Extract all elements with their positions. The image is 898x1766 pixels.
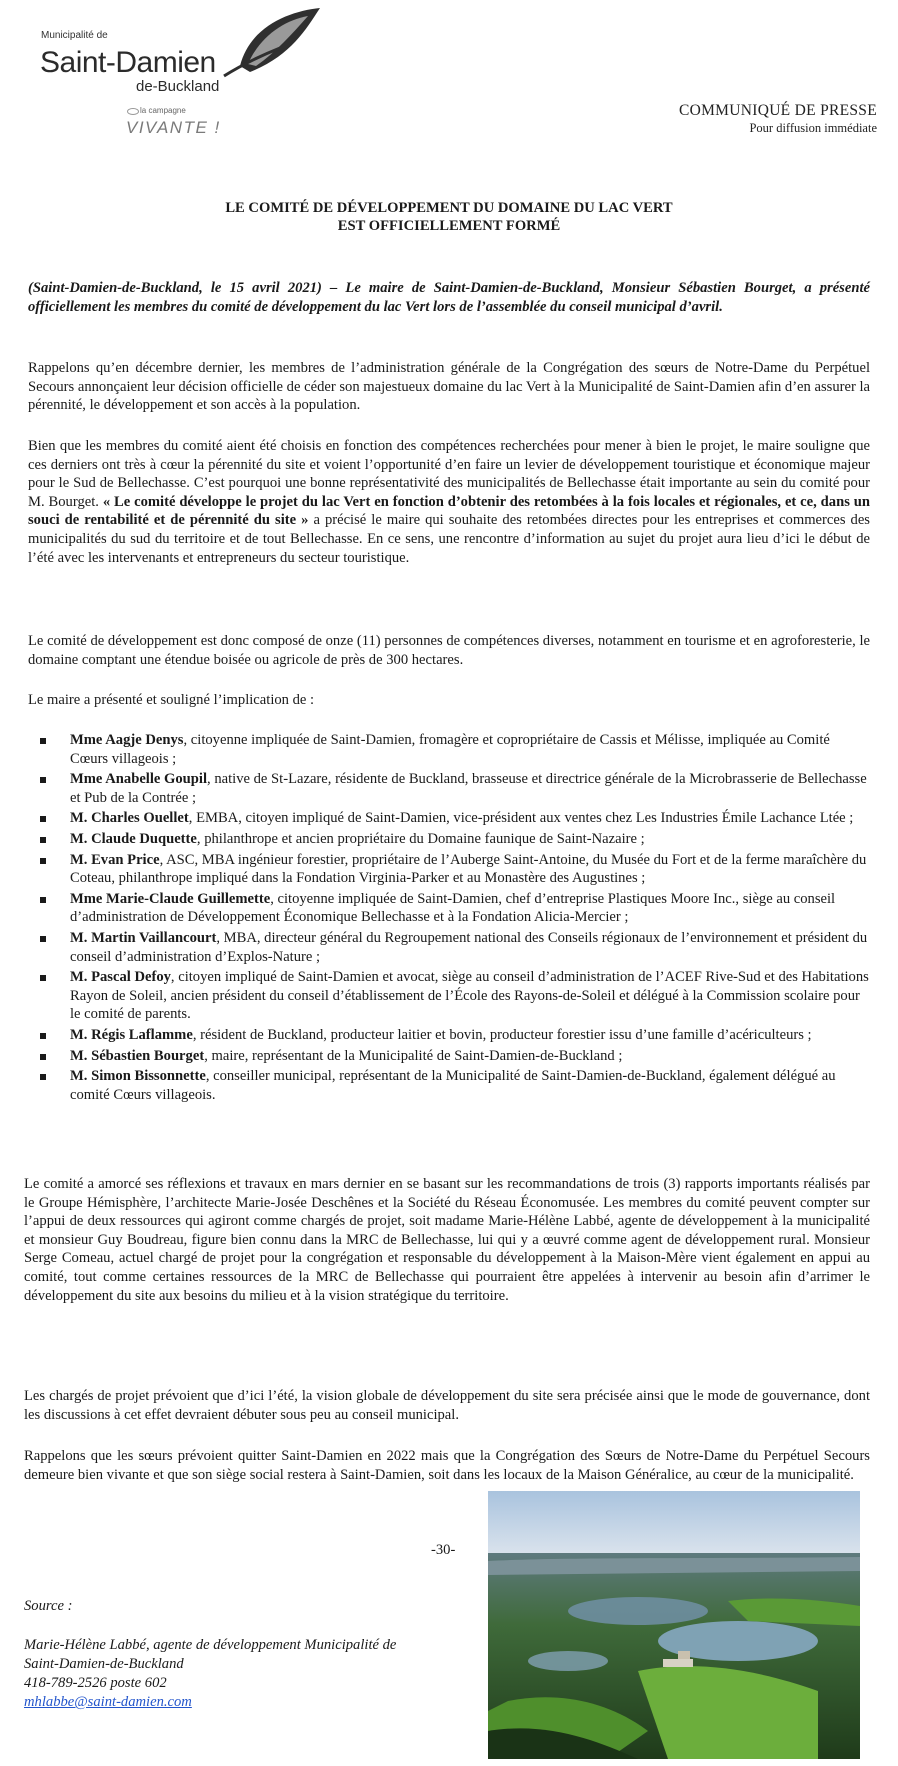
end-marker: -30- xyxy=(431,1542,456,1558)
list-item xyxy=(28,890,870,927)
member-desc: , conseiller municipal, représentant de la Municipalité de Saint-Damien-de-Buckland, également délégué au comité Cœurs villageois. xyxy=(70,1068,836,1103)
member-desc: , citoyenne impliquée de Saint-Damien, chef d’entreprise Plastiques Moore Inc., siège au conseil d’administration de Développement Économique Bellechasse et à la Fondation Alicia-Mercier ; xyxy=(70,890,836,926)
list-item xyxy=(28,830,870,849)
aerial-photo xyxy=(488,1491,860,1759)
paragraph-intro-list: Le maire a présenté et souligné l’implication de : xyxy=(28,692,315,708)
member-desc: , maire, représentant de la Municipalité de Saint-Damien-de-Buckland ; xyxy=(204,1047,623,1064)
bullet-icon xyxy=(40,816,46,822)
document-title xyxy=(0,199,898,235)
municipality-logo xyxy=(40,6,290,136)
member-name: M. Simon Bissonnette xyxy=(70,1068,206,1085)
member-desc: , ASC, MBA ingénieur forestier, propriétaire de l’Auberge Saint-Antoine, du Musée du Fort et de la ferme maraîchère du Coteau, philanthrope impliqué dans la Fondation Virginia-Parker et au Monastère des Augustines ; xyxy=(70,851,867,887)
paragraph-text-2: a précisé le maire qui souhaite des retombées directes pour les entreprises et commerces des municipalités du sud du territoire et de tout Bellechasse. En ce sens, une rencontre d’information au sujet du projet aura lieu d’ici le début de l’été avec les intervenants et entrepreneurs du secteur touristique. xyxy=(28,512,870,566)
leaf-logo-icon xyxy=(220,6,324,78)
source-line-2: Saint-Damien-de-Buckland xyxy=(24,1656,184,1672)
member-desc: , citoyen impliqué de Saint-Damien et avocat, siège au conseil d’administration de l’ACEF Rive-Sud et des Habitations Rayon de Soleil, ancien président du conseil d’établissement de l’École des Rayons-de-Soleil et délégué à la Commission scolaire pour le comité de parents. xyxy=(70,969,869,1023)
list-item xyxy=(28,731,870,768)
member-name: M. Régis Laflamme xyxy=(70,1026,193,1043)
member-name: M. Martin Vaillancourt xyxy=(70,929,217,946)
paragraph-text-1: Bien que les membres du comité aient été choisis en fonction des compétences recherchées pour mener à bien le projet, le maire souligne que ces derniers ont très à cœur la pérennité du site et voient l’opportunité d’en faire un levier de développement touristique et économique majeur pour le Sud de Bellechasse. C’est pourquoi une bonne représentativité des municipalités de Bellechasse était importante au sein du comité pour M. Bourget. xyxy=(28,438,870,510)
logo-municipality-prefix: Municipalité de xyxy=(41,30,108,41)
mayor-quote: « Le comité développe le projet du lac Vert en fonction d’obtenir des retombées à la fois locales et régionales, et ce, dans un souci de rentabilité et de pérennité du site » xyxy=(28,493,871,529)
paragraph-sisters: Rappelons que les sœurs prévoient quitter Saint-Damien en 2022 mais que la Congrégation des Sœurs de Notre-Dame du Perpétuel Secours demeure bien vivante et que son siège social restera à Saint-Damien, soit dans les locaux de la Maison Généralice, au cœur de la municipalité. xyxy=(24,1448,870,1483)
list-item xyxy=(28,1047,870,1066)
list-item xyxy=(28,929,870,966)
list-item xyxy=(28,1067,870,1104)
member-name: M. Sébastien Bourget xyxy=(70,1047,205,1064)
title-line-2: EST OFFICIELLEMENT FORMÉ xyxy=(337,218,561,234)
list-item xyxy=(28,851,870,888)
member-name: M. Charles Ouellet xyxy=(70,810,189,827)
bullet-icon xyxy=(40,1033,46,1039)
press-label: COMMUNIQUÉ DE PRESSE xyxy=(678,102,877,119)
paragraph-reflections: Le comité a amorcé ses réflexions et travaux en mars dernier en se basant sur les recommandations de trois (3) rapports importants réalisés par le Groupe Hémisphère, l’architecte Marie-Josée Deschênes et la Société du Réseau Économusée. Les membres du comité peuvent compter sur l’appui de deux ressources qui agiront comme chargés de projet, soit madame Marie-Hélène Labbé, agente de développement à la municipalité et monsieur Guy Boudreau, figure bien connu dans la MRC de Bellechasse, lui qui y a œuvré comme agent de développement rural. Monsieur Serge Comeau, actuel chargé de projet pour la congrégation et responsable du développement à la Maison-Mère vient également en appui au comité, tout comme certaines ressources de la MRC de Bellechasse qui pourraient être appelées à intervenir au besoin afin d’arrimer le développement du site aux besoins du milieu et à la vision stratégique du territoire. xyxy=(24,1176,870,1304)
logo-sub-name: de-Buckland xyxy=(136,78,220,95)
member-desc: , citoyenne impliquée de Saint-Damien, fromagère et copropriétaire de Cassis et Mélisse, impliquée au Comité Cœurs villageois ; xyxy=(70,732,830,767)
member-list xyxy=(28,731,870,1106)
diffusion-label: Pour diffusion immédiate xyxy=(749,121,877,135)
source-label: Source : xyxy=(24,1598,73,1614)
member-desc: , MBA, directeur général du Regroupement national des Conseils régionaux de l’environnement et président du conseil d’administration d’Explos-Nature ; xyxy=(70,929,868,965)
member-name: M. Pascal Defoy xyxy=(70,969,171,986)
lead-paragraph: (Saint-Damien-de-Buckland, le 15 avril 2021) – Le maire de Saint-Damien-de-Buckland, Monsieur Sébastien Bourget, a présenté officiellement les membres du comité de développement du lac Vert lors de l’assemblée du conseil municipal d’avril. xyxy=(28,280,870,315)
press-header xyxy=(679,102,877,136)
member-desc: , résident de Buckland, producteur laitier et bovin, producteur forestier issu d’une famille d’acériculteurs ; xyxy=(192,1026,812,1043)
member-name: M. Claude Duquette xyxy=(70,830,197,847)
list-item xyxy=(28,770,870,807)
list-item xyxy=(28,968,870,1024)
bullet-icon xyxy=(40,1074,46,1080)
bullet-icon xyxy=(40,897,46,903)
source-block xyxy=(24,1597,396,1712)
list-item xyxy=(28,809,870,828)
member-desc: , philanthrope et ancien propriétaire du Domaine faunique de Saint-Nazaire ; xyxy=(196,830,645,847)
member-desc: , native de St-Lazare, résidente de Buckland, brasseuse et directrice générale de la Microbrasserie de Bellechasse et Pub de la Contrée ; xyxy=(70,771,867,806)
source-email-link[interactable]: mhlabbe@saint-damien.com xyxy=(24,1694,192,1710)
bullet-icon xyxy=(40,1054,46,1060)
member-desc: , EMBA, citoyen impliqué de Saint-Damien, vice-président aux ventes chez Les Industries Émile Lachance Ltée ; xyxy=(188,810,854,827)
member-name: Mme Marie-Claude Guillemette xyxy=(70,890,271,907)
source-line-1: Marie-Hélène Labbé, agente de développement Municipalité de xyxy=(24,1637,397,1653)
logo-tagline-small: la campagne xyxy=(140,106,186,115)
paragraph-decision: Rappelons qu’en décembre dernier, les membres de l’administration générale de la Congrégation des sœurs de Notre-Dame du Perpétuel Secours annonçaient leur décision officielle de céder son majestueux domaine du lac Vert à la Municipalité de Saint-Damien afin d’en assurer la pérennité, le développement et son accès à la population. xyxy=(28,360,870,414)
logo-name: Saint-Damien xyxy=(40,46,216,79)
member-name: Mme Aagje Denys xyxy=(70,732,184,748)
tagline-swirl-icon xyxy=(127,108,139,115)
bullet-icon xyxy=(40,936,46,942)
bullet-icon xyxy=(40,975,46,981)
title-line-1: LE COMITÉ DE DÉVELOPPEMENT DU DOMAINE DU LAC VERT xyxy=(225,200,673,216)
paragraph-committee-choice xyxy=(28,437,870,567)
paragraph-composition: Le comité de développement est donc composé de onze (11) personnes de compétences diverses, notamment en tourisme et en agroforesterie, le domaine comptant une étendue boisée ou agricole de près de 300 hectares. xyxy=(28,633,870,668)
bullet-icon xyxy=(40,858,46,864)
list-item xyxy=(28,1026,870,1045)
paragraph-project-leads: Les chargés de projet prévoient que d’ici l’été, la vision globale de développement du site sera précisée ainsi que le mode de gouvernance, dont les discussions à cet effet devraient débuter sous peu au conseil municipal. xyxy=(24,1388,870,1423)
member-name: M. Evan Price xyxy=(70,851,160,868)
bullet-icon xyxy=(40,837,46,843)
source-phone: 418-789-2526 poste 602 xyxy=(24,1675,167,1691)
bullet-icon xyxy=(40,777,46,783)
logo-tagline-big: VIVANTE ! xyxy=(126,118,221,137)
bullet-icon xyxy=(40,738,46,744)
member-name: Mme Anabelle Goupil xyxy=(70,771,208,788)
